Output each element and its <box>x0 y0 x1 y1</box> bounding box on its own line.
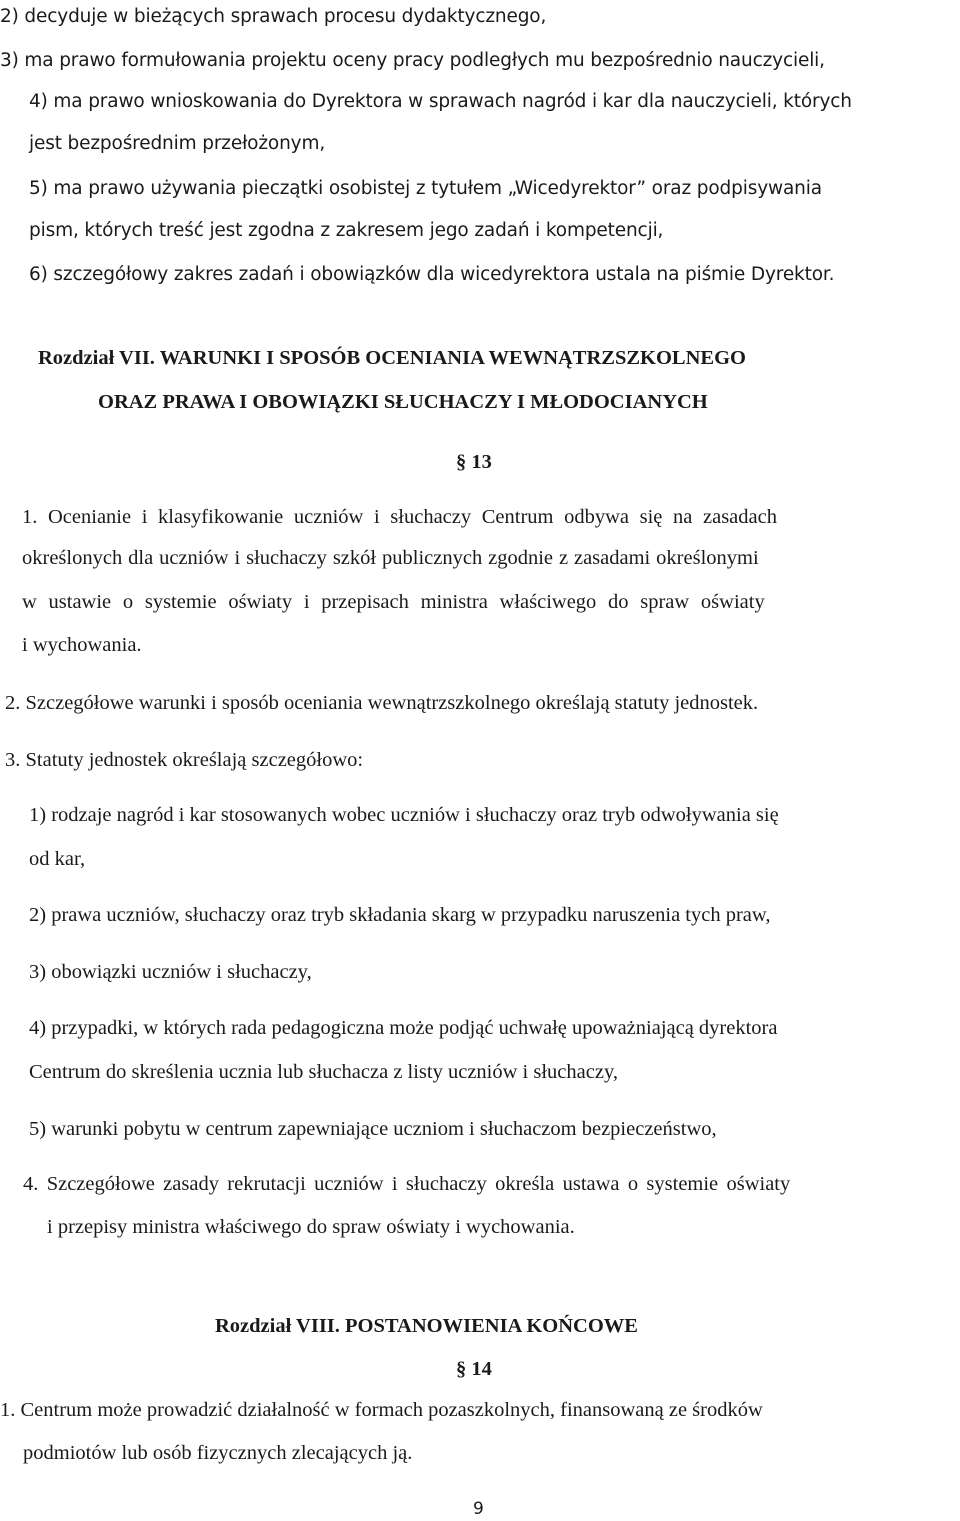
list-item: pism, których treść jest zgodna z zakresem jego zadań i kompetencji, <box>29 220 664 241</box>
section-number: § 14 <box>456 1358 492 1380</box>
chapter-heading: Rozdział VIII. POSTANOWIENIA KOŃCOWE <box>215 1315 638 1337</box>
paragraph-line: 4. Szczegółowe zasady rekrutacji uczniów i słuchaczy określa ustawa o systemie oświaty <box>23 1173 791 1195</box>
list-item: 1) rodzaje nagród i kar stosowanych wobec uczniów i słuchaczy oraz tryb odwoływania się <box>29 804 779 826</box>
paragraph-line: podmiotów lub osób fizycznych zlecających ją. <box>23 1442 413 1464</box>
paragraph: 3. Statuty jednostek określają szczegółowo: <box>5 749 364 771</box>
list-item: 3) obowiązki uczniów i słuchaczy, <box>29 961 312 983</box>
page-number: 9 <box>473 1499 484 1519</box>
list-item: 4) przypadki, w których rada pedagogiczna może podjąć uchwałę upoważniającą dyrektora <box>29 1017 778 1039</box>
paragraph-line: 1. Centrum może prowadzić działalność w formach pozaszkolnych, finansowaną ze środków <box>0 1399 763 1421</box>
chapter-heading: ORAZ PRAWA I OBOWIĄZKI SŁUCHACZY I MŁODOCIANYCH <box>98 391 708 413</box>
paragraph: 2. Szczegółowe warunki i sposób oceniania wewnątrzszkolnego określają statuty jednostek. <box>5 692 759 714</box>
list-item: jest bezpośrednim przełożonym, <box>29 133 326 154</box>
list-item: 4) ma prawo wnioskowania do Dyrektora w sprawach nagród i kar dla nauczycieli, których <box>29 91 852 112</box>
section-number: § 13 <box>456 451 492 473</box>
paragraph-line: i przepisy ministra właściwego do spraw oświaty i wychowania. <box>47 1216 575 1238</box>
list-item: 5) warunki pobytu w centrum zapewniające uczniom i słuchaczom bezpieczeństwo, <box>29 1118 717 1140</box>
paragraph-line <box>22 505 955 529</box>
list-item: Centrum do skreślenia ucznia lub słuchacza z listy uczniów i słuchaczy, <box>29 1061 618 1083</box>
list-item: 3) ma prawo formułowania projektu oceny pracy podległych mu bezpośrednio nauczycieli, <box>0 50 825 71</box>
list-item: 5) ma prawo używania pieczątki osobistej z tytułem „Wicedyrektor” oraz podpisywania <box>29 178 822 199</box>
paragraph-text: 1. Ocenianie i klasyfikowanie uczniów i słuchaczy Centrum odbywa się na zasadach <box>22 506 777 528</box>
list-item: 2) prawa uczniów, słuchaczy oraz tryb składania skarg w przypadku naruszenia tych praw, <box>29 904 771 926</box>
list-item: 2) decyduje w bieżących sprawach procesu dydaktycznego, <box>0 6 547 27</box>
list-item: 6) szczegółowy zakres zadań i obowiązków dla wicedyrektora ustala na piśmie Dyrektor. <box>29 264 835 285</box>
paragraph-line: i wychowania. <box>22 634 142 656</box>
chapter-heading: Rozdział VII. WARUNKI I SPOSÓB OCENIANIA WEWNĄTRZSZKOLNEGO <box>38 347 746 369</box>
paragraph-line: w ustawie o systemie oświaty i przepisach ministra właściwego do spraw oświaty <box>22 591 765 613</box>
list-item: od kar, <box>29 848 86 870</box>
paragraph-line: określonych dla uczniów i słuchaczy szkół publicznych zgodnie z zasadami określonymi <box>22 547 759 569</box>
